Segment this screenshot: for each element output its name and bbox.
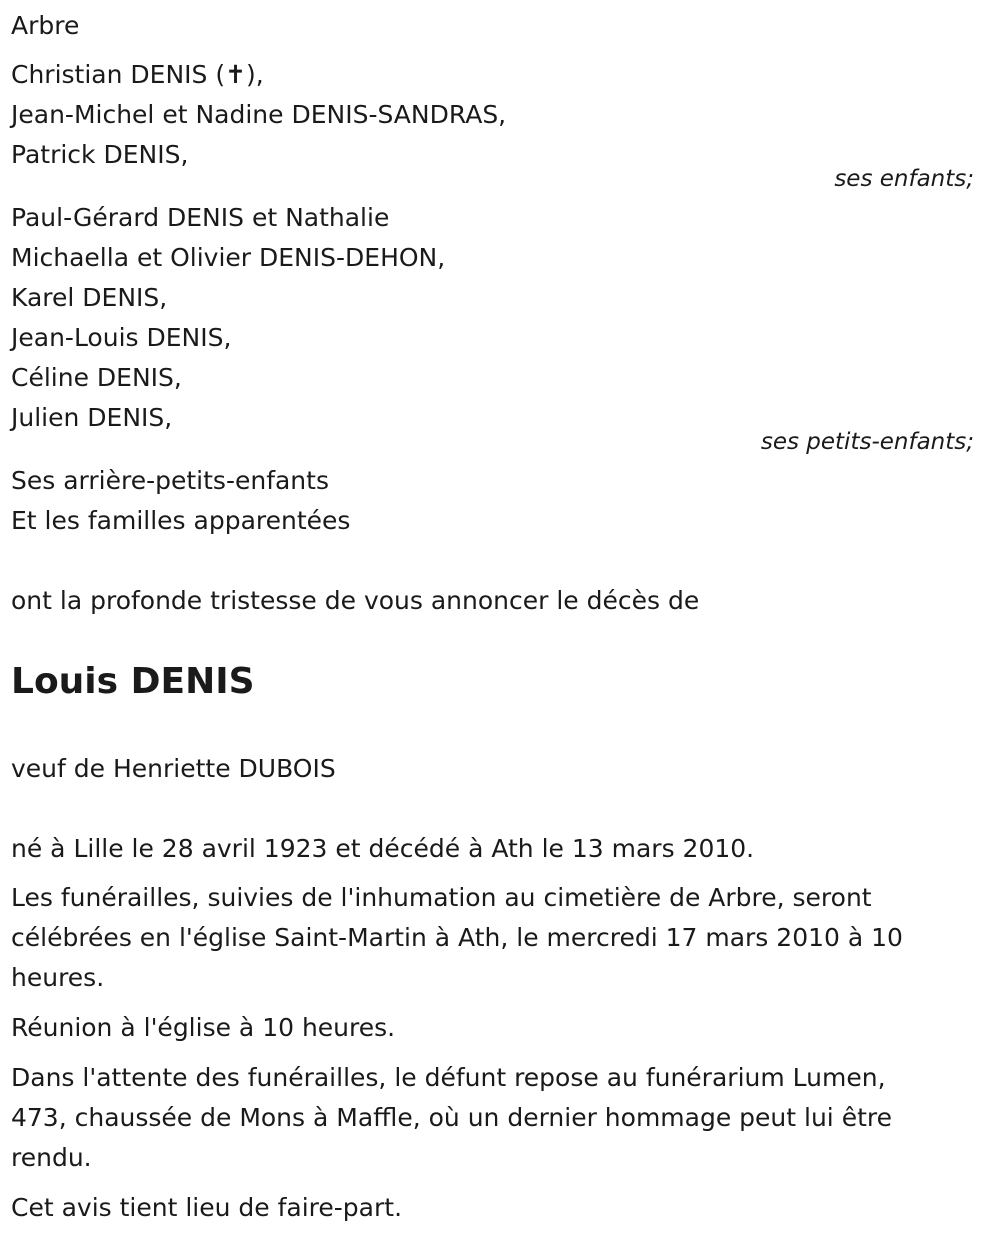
grandchild-entry: Céline DENIS, bbox=[11, 363, 182, 392]
child-entry: Christian DENIS (✝), bbox=[11, 60, 264, 89]
funeral-paragraph bbox=[11, 878, 903, 998]
birth-death: né à Lille le 28 avril 1923 et décédé à Ath le 13 mars 2010. bbox=[11, 834, 755, 863]
child-entry: Jean-Michel et Nadine DENIS-SANDRAS, bbox=[11, 100, 507, 129]
grandchildren-role: ses petits-enfants; bbox=[760, 429, 974, 455]
grandchildren-list bbox=[11, 198, 445, 438]
rest-line: rendu. bbox=[11, 1143, 92, 1172]
grandchild-entry: Julien DENIS, bbox=[11, 403, 173, 432]
relative-entry: Et les familles apparentées bbox=[11, 506, 351, 535]
child-entry: Patrick DENIS, bbox=[11, 140, 189, 169]
other-relatives bbox=[11, 461, 350, 541]
meeting: Réunion à l'église à 10 heures. bbox=[11, 1013, 396, 1042]
rest-paragraph bbox=[11, 1058, 892, 1178]
funeral-line: Les funérailles, suivies de l'inhumation au cimetière de Arbre, seront bbox=[11, 883, 872, 912]
funeral-line: célébrées en l'église Saint-Martin à Ath, le mercredi 17 mars 2010 à 10 bbox=[11, 923, 903, 952]
children-role: ses enfants; bbox=[834, 166, 974, 192]
relative-entry: Ses arrière-petits-enfants bbox=[11, 466, 329, 495]
grandchild-entry: Karel DENIS, bbox=[11, 283, 168, 312]
grandchild-entry: Paul-Gérard DENIS et Nathalie bbox=[11, 203, 390, 232]
location: Arbre bbox=[11, 11, 80, 40]
spouse-line: veuf de Henriette DUBOIS bbox=[11, 754, 336, 783]
announcement: ont la profonde tristesse de vous annoncer le décès de bbox=[11, 586, 700, 615]
grandchild-entry: Jean-Louis DENIS, bbox=[11, 323, 232, 352]
deceased-name: Louis DENIS bbox=[11, 661, 255, 702]
closing: Cet avis tient lieu de faire-part. bbox=[11, 1193, 403, 1222]
children-list bbox=[11, 55, 506, 175]
rest-line: 473, chaussée de Mons à Maffle, où un dernier hommage peut lui être bbox=[11, 1103, 892, 1132]
grandchild-entry: Michaella et Olivier DENIS-DEHON, bbox=[11, 243, 446, 272]
funeral-line: heures. bbox=[11, 963, 105, 992]
rest-line: Dans l'attente des funérailles, le défunt repose au funérarium Lumen, bbox=[11, 1063, 886, 1092]
